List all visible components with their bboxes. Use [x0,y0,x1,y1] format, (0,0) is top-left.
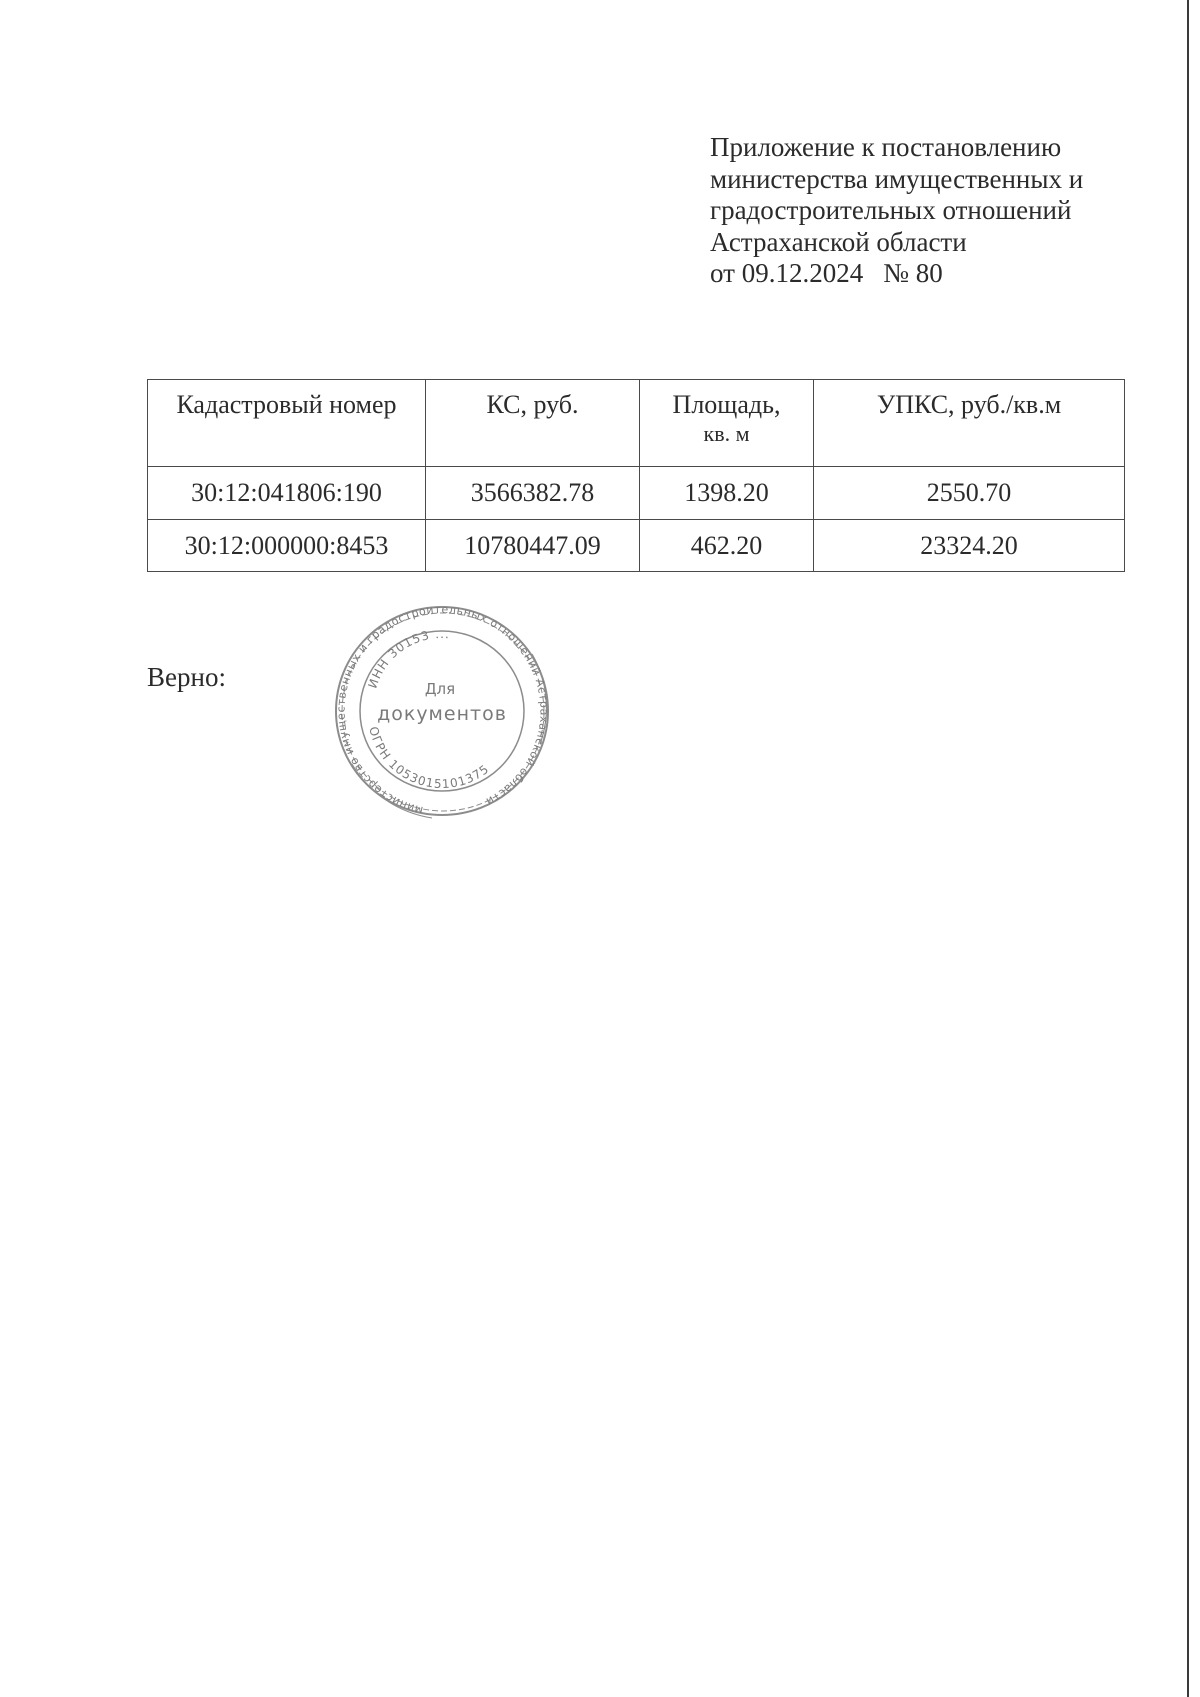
page-edge-line [1187,0,1189,1697]
column-header-label: Кадастровый номер [176,390,397,419]
annex-header-line: градостроительных отношений [710,195,1072,225]
area-cell: 462.20 [640,520,814,572]
seal-outer-text: министерство имущественных и градостроительных отношений Астраханской области [334,602,551,817]
area-cell: 1398.20 [640,467,814,520]
column-header-area [640,380,814,467]
column-header-specific-value [814,380,1125,467]
cadastral-value-table [147,379,1125,572]
seal-inner-bottom-text: ОГРН 1053015101375 [366,725,492,792]
specific-value-cell: 2550.70 [814,467,1125,520]
annex-header-line: Приложение к постановлению [710,132,1062,162]
cadastral-number-cell: 30:12:041806:190 [148,467,426,520]
cadastral-number-cell: 30:12:000000:8453 [148,520,426,572]
specific-value-cell: 23324.20 [814,520,1125,572]
column-header-cadastral-value [426,380,640,467]
column-header-label: УПКС, руб./кв.м [876,390,1062,419]
svg-text:ОГРН 1053015101375 [366,725,492,791]
cadastral-value-cell: 10780447.09 [426,520,640,572]
annex-header-line: министерства имущественных и [710,163,1084,194]
table-row [148,467,1125,520]
official-seal [322,594,562,824]
annex-header [710,132,1170,290]
seal-center-main: документов [377,703,507,725]
annex-number: № 80 [883,258,943,288]
column-header-label: КС, руб. [486,390,579,419]
seal-center-top: Для [424,680,456,698]
column-header-label: Площадь, [672,390,781,419]
annex-date-line [710,258,1170,290]
table-row [148,520,1125,572]
seal-inner-top-text: ИНН 30153 ... [365,626,451,691]
annex-date: от 09.12.2024 [710,258,864,288]
confirmation-label: Верно: [147,662,226,692]
cadastral-value-cell: 3566382.78 [426,467,640,520]
column-header-cadastral-number [148,380,426,467]
column-header-unit: кв. м [703,421,750,446]
table-header-row [148,380,1125,467]
annex-header-line: Астраханской области [710,226,967,257]
